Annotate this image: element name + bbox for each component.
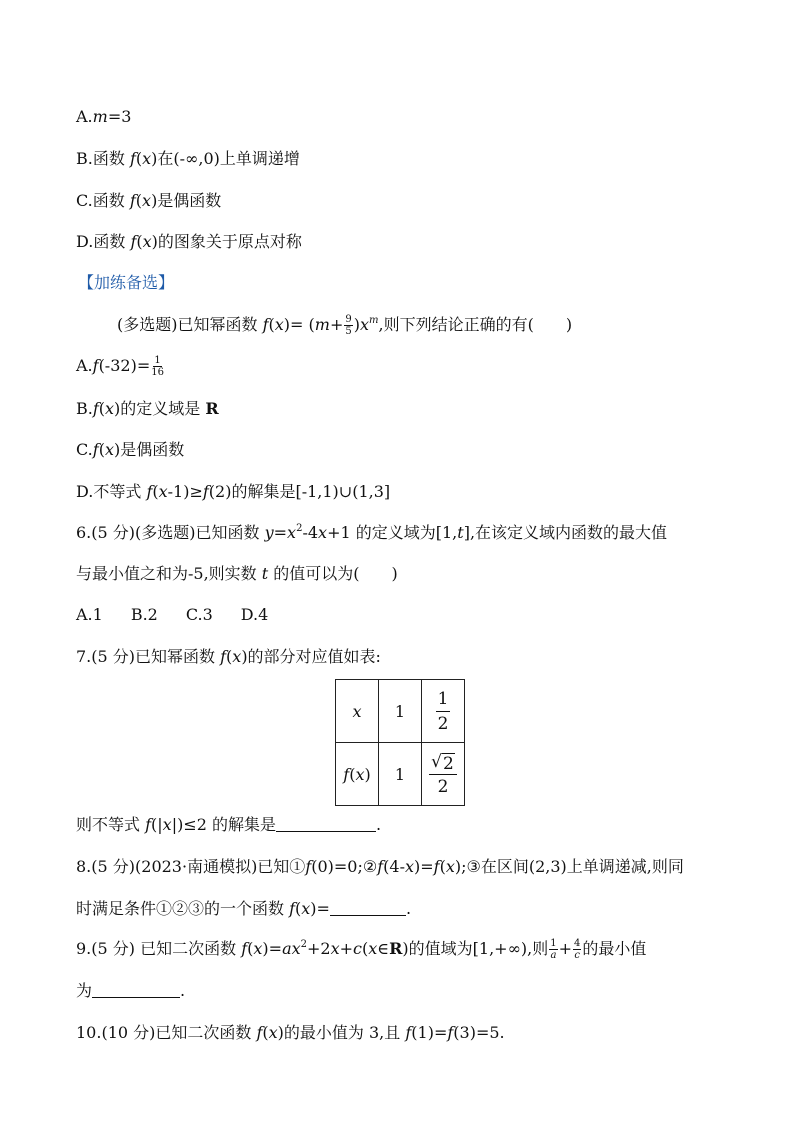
q6-option-b: B.2 <box>130 605 158 624</box>
q8-line1: 8.(5 分)(2023·南通模拟)已知①f(0)=0;②f(4-x)=f(x);③在区间(2,3)上单调递减,则同 <box>76 857 684 876</box>
q6-option-a: A.1 <box>76 605 103 624</box>
table-cell-fraction: √ 2 2 <box>422 743 465 806</box>
answer-blank[interactable] <box>276 815 376 832</box>
table-cell-fraction: $\frac{1}{2}$ <box>422 680 465 743</box>
q9-line2: 为 . <box>76 981 186 1000</box>
q8-line2: 时满足条件①②③的一个函数 f(x)= . <box>76 899 412 918</box>
option-a-prev: A.m=3 <box>76 107 132 126</box>
q6-option-c: C.3 <box>185 605 213 624</box>
extra-practice-header: 【加练备选】 <box>78 273 175 292</box>
value-table <box>335 679 465 806</box>
q6-options <box>76 604 268 626</box>
extra-option-d: D.不等式 f(x-1)≥f(2)的解集是[-1,1)∪(1,3] <box>76 482 391 501</box>
option-d-prev: D.函数 f(x)的图象关于原点对称 <box>76 232 302 251</box>
table-cell: 1 <box>379 680 422 743</box>
table-cell-fx-label: f(x) <box>336 743 379 806</box>
q7-follow: 则不等式 f(|x|)≤2 的解集是 . <box>76 815 382 834</box>
option-b-prev: B.函数 f(x)在(-∞,0)上单调递增 <box>76 149 300 168</box>
q7-stem: 7.(5 分)已知幂函数 f(x)的部分对应值如表: <box>76 647 381 666</box>
answer-blank[interactable] <box>330 899 406 916</box>
table-row <box>336 743 465 806</box>
answer-blank[interactable] <box>92 981 180 998</box>
extra-option-a: A.f(-32)= $\frac{1}{16}$ <box>76 355 164 378</box>
q6-line1: 6.(5 分)(多选题)已知函数 $y=x^2-4x+1$ 的定义域为[1,t],在该定义域内函数的最大值 <box>76 522 668 542</box>
option-c-prev: C.函数 f(x)是偶函数 <box>76 191 222 210</box>
extra-option-c: C.f(x)是偶函数 <box>76 440 185 459</box>
q9-line1: 9.(5 分) 已知二次函数 $f(x)=ax^2+2x+c(x\in R)$的值域为[1,+∞),则 $\frac{1}{a}$ + $\frac{4}{c}$ 的最小值 <box>76 938 647 961</box>
table-cell-x-label: x <box>336 680 379 743</box>
table-cell: 1 <box>379 743 422 806</box>
q6-option-d: D.4 <box>240 605 269 624</box>
extra-stem: (多选题)已知幂函数 f(x)= (m+ $\frac{9}{5}$ )$x^m$,则下列结论正确的有( ) <box>117 314 573 337</box>
table-row <box>336 680 465 743</box>
q10-line1: 10.(10 分)已知二次函数 f(x)的最小值为 3,且 f(1)=f(3)=5. <box>76 1023 505 1042</box>
extra-option-b: B.f(x)的定义域是 R <box>76 399 219 418</box>
q6-line2: 与最小值之和为-5,则实数 t 的值可以为( ) <box>76 564 398 583</box>
